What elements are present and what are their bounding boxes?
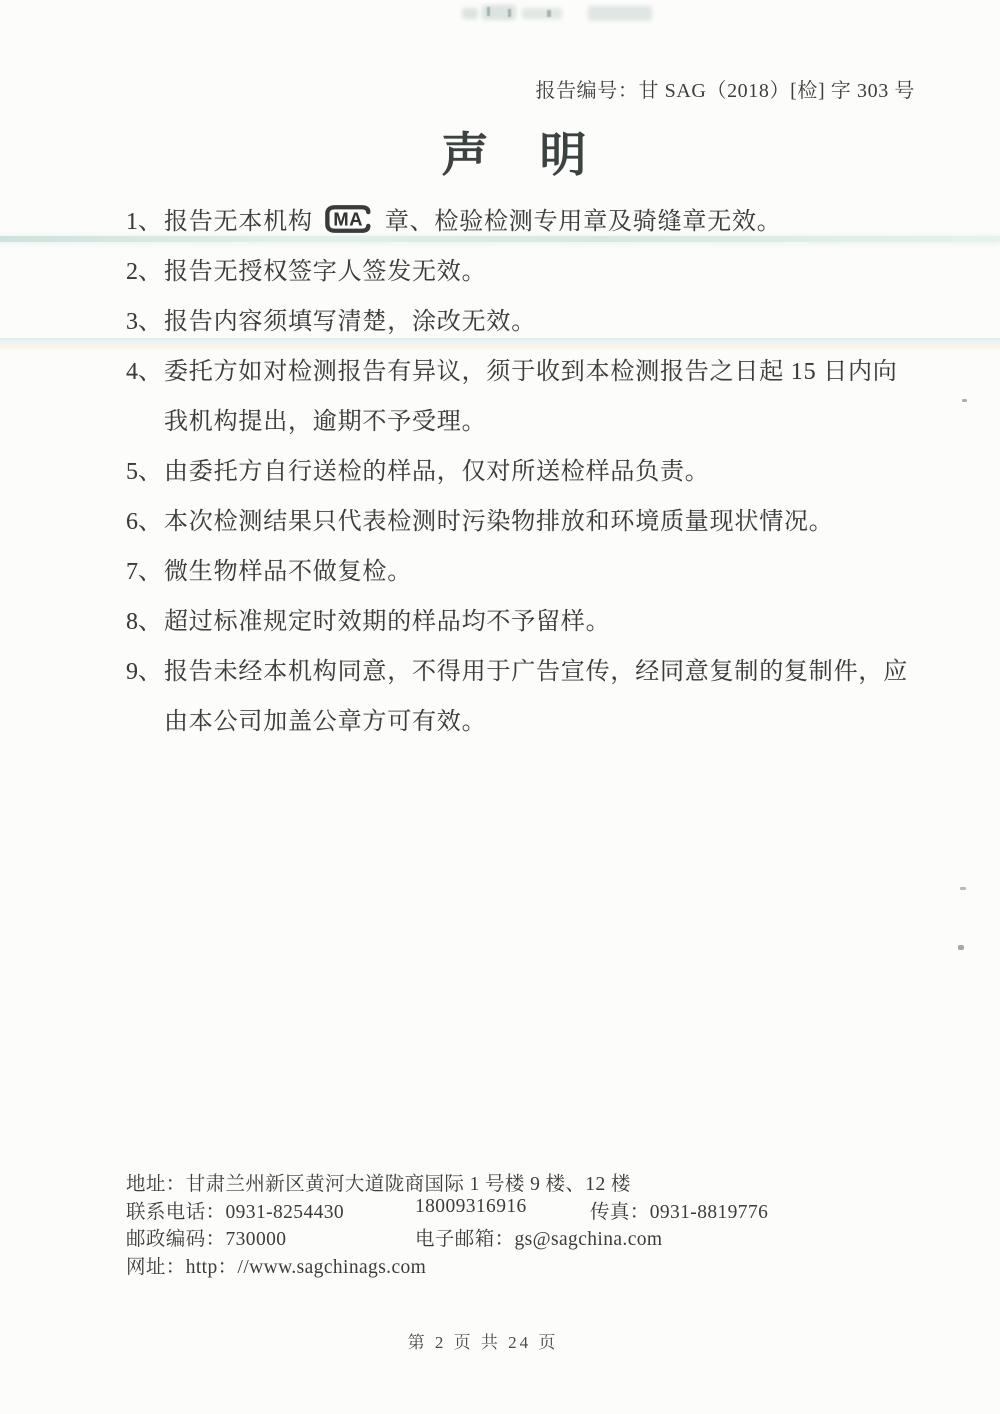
item-text: 本次检测结果只代表检测时污染物排放和环境质量现状情况。 bbox=[164, 509, 834, 535]
declaration-item-4 bbox=[126, 347, 912, 447]
item-number: 8、 bbox=[126, 609, 162, 635]
scan-smudge bbox=[522, 8, 562, 19]
item-text: 超过标准规定时效期的样品均不予留样。 bbox=[164, 609, 611, 635]
contact-website-row bbox=[126, 1251, 866, 1279]
item-number: 3、 bbox=[126, 309, 162, 335]
mobile-text: 18009316916 bbox=[415, 1195, 527, 1217]
item-number: 5、 bbox=[126, 459, 162, 485]
item-number: 2、 bbox=[126, 259, 162, 285]
item-number: 4、 bbox=[126, 359, 162, 385]
cma-logo-letters: MA bbox=[333, 208, 363, 230]
declaration-item-2 bbox=[126, 247, 912, 297]
item-text: 由委托方自行送检的样品，仅对所送检样品负责。 bbox=[164, 459, 710, 485]
email-text: 电子邮箱：gs@sagchina.com bbox=[415, 1229, 663, 1250]
declaration-list bbox=[126, 197, 912, 747]
contact-address-row bbox=[126, 1168, 866, 1196]
scan-speck bbox=[960, 887, 966, 890]
declaration-item-3 bbox=[126, 297, 912, 347]
item-text: 微生物样品不做复检。 bbox=[164, 559, 412, 585]
scan-smudge bbox=[588, 6, 652, 21]
declaration-item-9 bbox=[126, 647, 912, 747]
item-text: 报告内容须填写清楚，涂改无效。 bbox=[164, 309, 536, 335]
item-text: 委托方如对检测报告有异议，须于收到本检测报告之日起 15 日内向我机构提出，逾期不予受理。 bbox=[164, 359, 898, 435]
declaration-item-5 bbox=[126, 447, 912, 497]
postcode-text: 邮政编码：730000 bbox=[126, 1229, 287, 1250]
scan-smudge bbox=[462, 8, 478, 19]
contact-block bbox=[126, 1168, 866, 1278]
page-number: 第 2 页 共 24 页 bbox=[407, 1333, 559, 1352]
item-number: 6、 bbox=[126, 509, 162, 535]
fax-text: 传真：0931-8819776 bbox=[590, 1201, 769, 1223]
report-number: 报告编号：甘 SAG（2018）[检] 字 303 号 bbox=[535, 80, 915, 102]
phone-text: 联系电话：0931-8254430 bbox=[126, 1201, 345, 1223]
item-number: 1、 bbox=[126, 209, 162, 235]
contact-postcode-row bbox=[126, 1223, 866, 1251]
item-text: 报告无授权签字人签发无效。 bbox=[164, 259, 487, 285]
item-text: 报告未经本机构同意，不得用于广告宣传，经同意复制的复制件，应由本公司加盖公章方可有效。 bbox=[164, 659, 908, 735]
declaration-item-1 bbox=[126, 197, 912, 247]
declaration-item-6 bbox=[126, 497, 912, 547]
scan-mark bbox=[547, 10, 551, 17]
item-text-before-logo: 报告无本机构 bbox=[164, 209, 313, 235]
page-title: 声 明 bbox=[441, 130, 589, 182]
declaration-item-7 bbox=[126, 547, 912, 597]
item-number: 7、 bbox=[126, 559, 162, 585]
cma-accreditation-logo bbox=[323, 203, 377, 235]
item-text-after-logo: 章、检验检测专用章及骑缝章无效。 bbox=[384, 209, 782, 235]
scan-speck bbox=[958, 945, 964, 950]
website-text: 网址：http：//www.sagchinags.com bbox=[126, 1256, 427, 1278]
item-number: 9、 bbox=[126, 659, 162, 685]
scan-mark bbox=[487, 7, 490, 16]
declaration-item-8 bbox=[126, 597, 912, 647]
scan-mark bbox=[508, 9, 511, 17]
address-text: 地址：甘肃兰州新区黄河大道陇商国际 1 号楼 9 楼、12 楼 bbox=[126, 1174, 631, 1195]
scan-speck bbox=[962, 399, 967, 402]
contact-phone-row bbox=[126, 1196, 866, 1224]
